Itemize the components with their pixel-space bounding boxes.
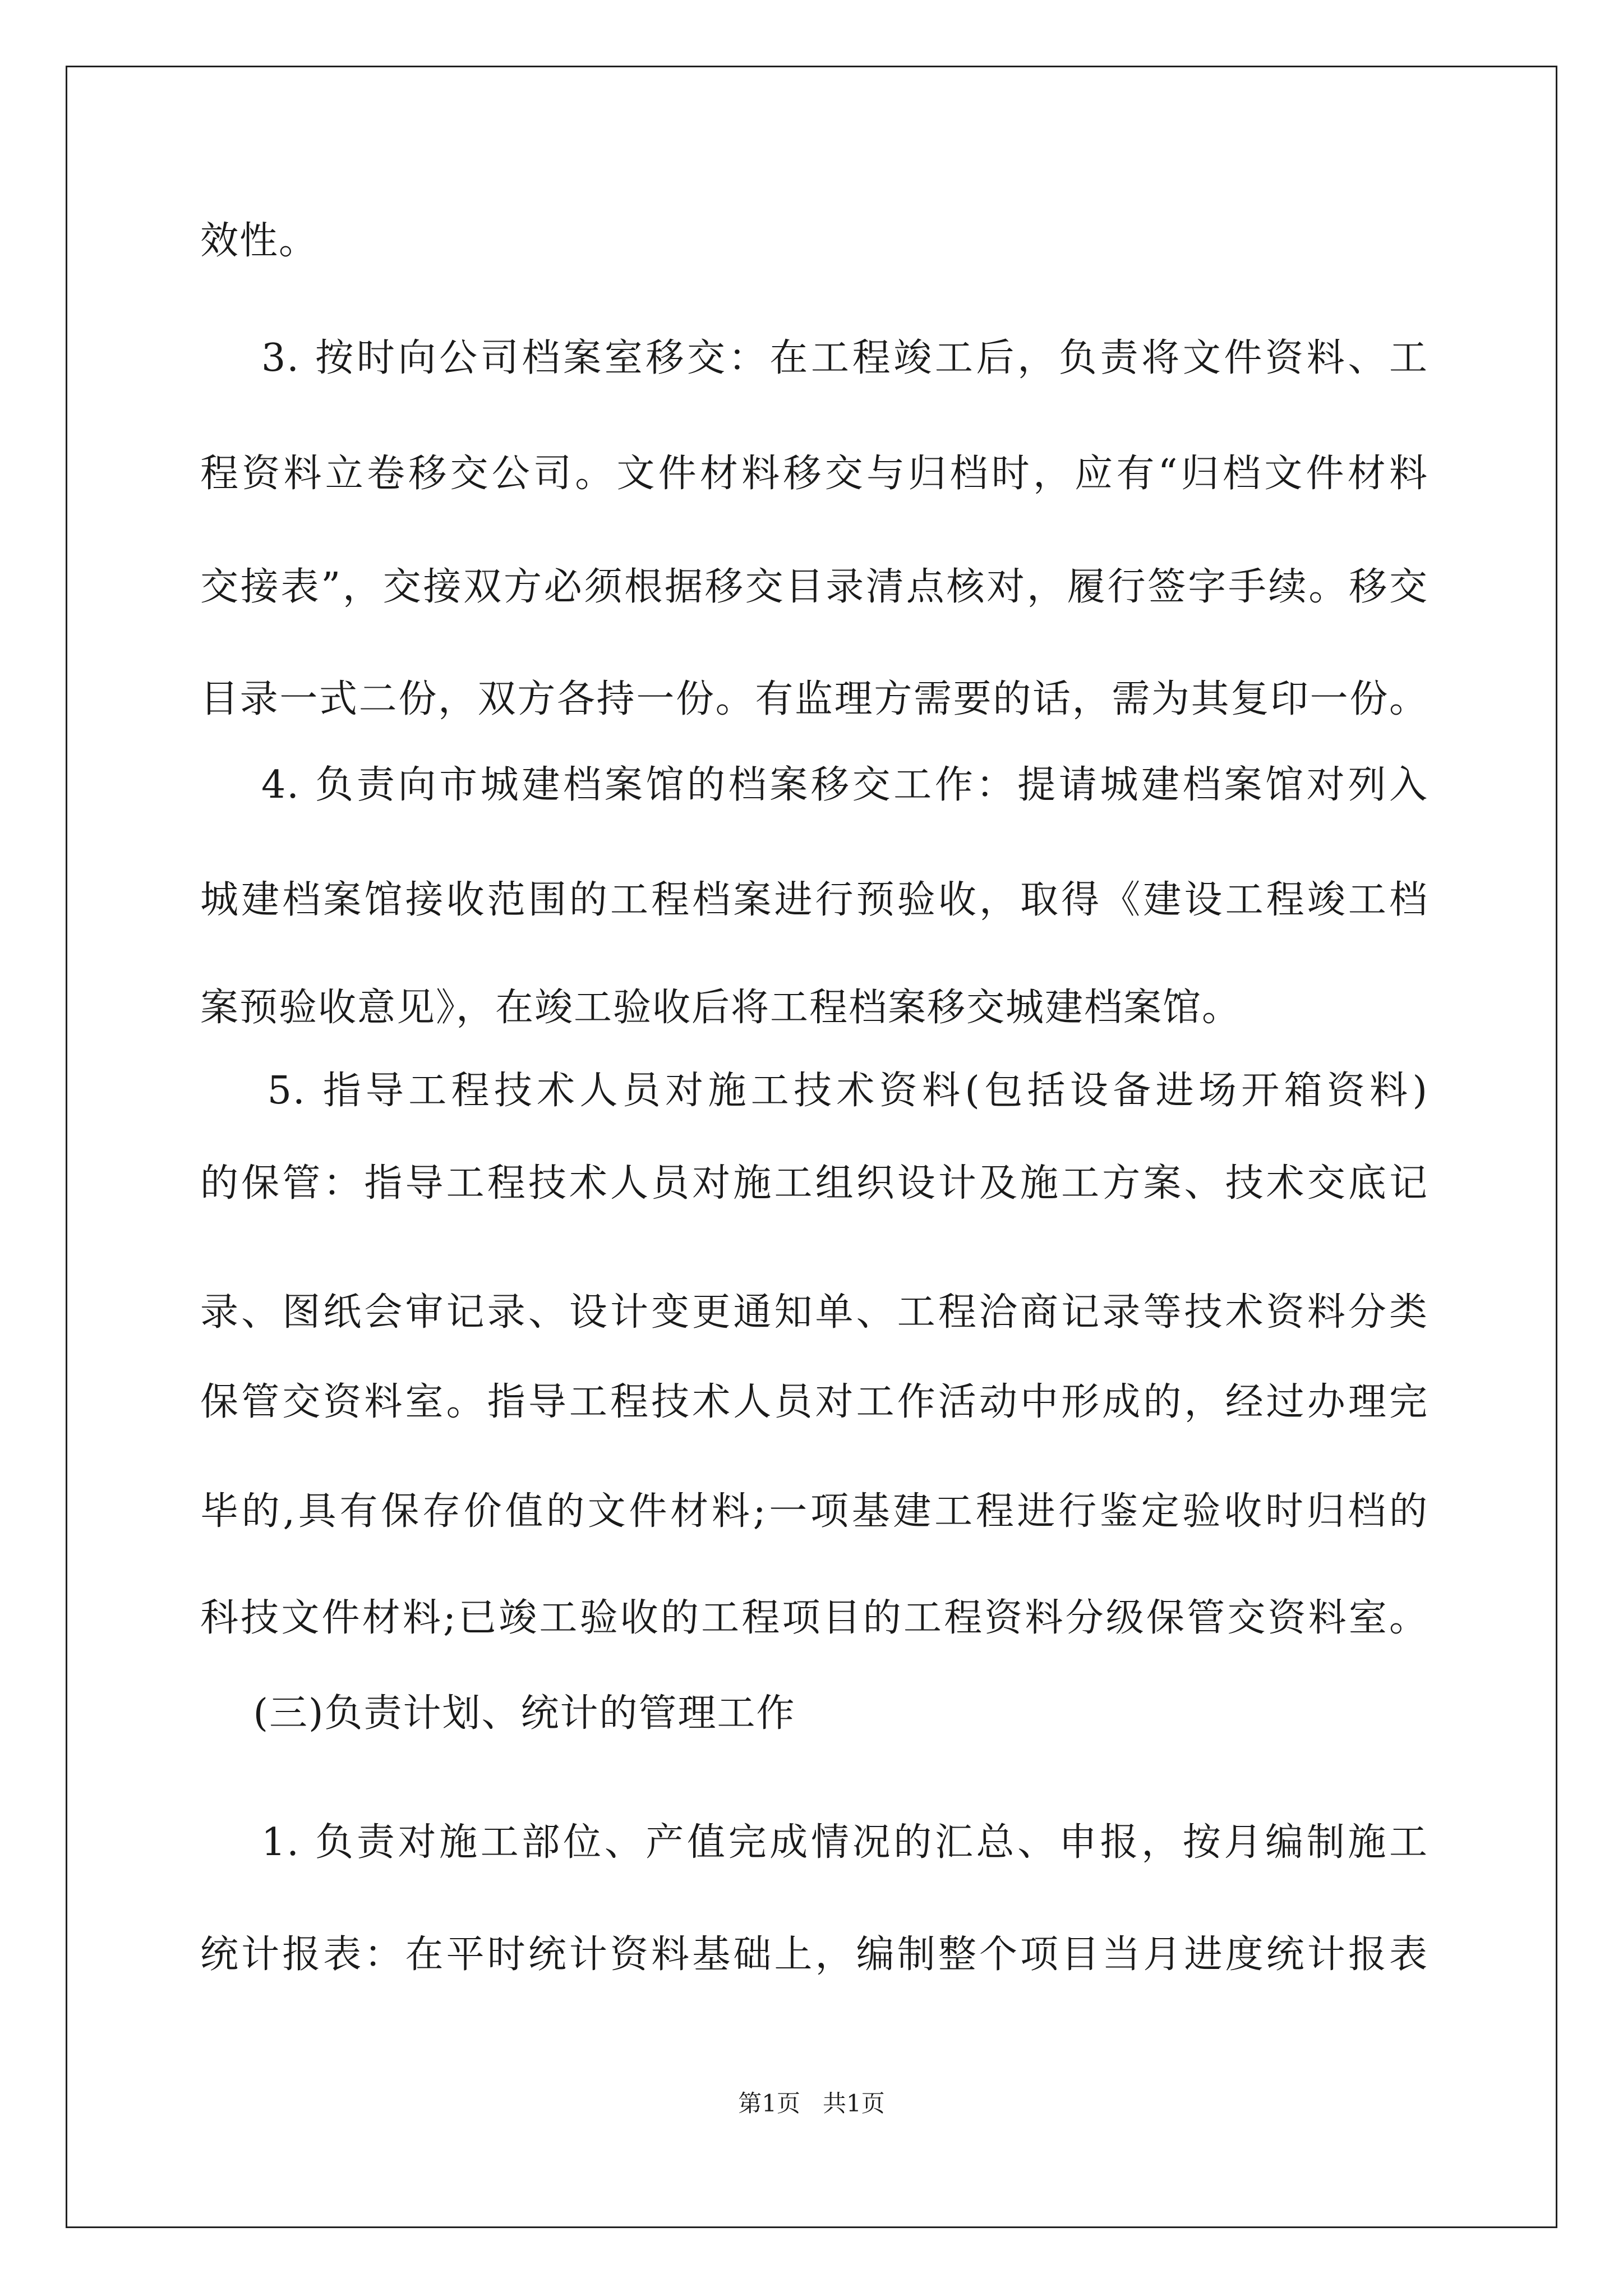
paragraph-line: 3. 按时向公司档案室移交：在工程竣工后，负责将文件资料、工: [200, 336, 1428, 380]
paragraph-line: 统计报表：在平时统计资料基础上，编制整个项目当月进度统计报表: [200, 1932, 1428, 1977]
page-border: [66, 66, 1557, 2228]
paragraph-line: 1. 负责对施工部位、产值完成情况的汇总、申报，按月编制施工: [200, 1820, 1428, 1865]
paragraph-line: 城建档案馆接收范围的工程档案进行预验收，取得《建设工程竣工档: [200, 878, 1428, 922]
paragraph-line: 毕的,具有保存价值的文件材料;一项基建工程进行鉴定验收时归档的: [200, 1489, 1428, 1534]
page-number-footer: 第1页 共1页: [738, 2090, 885, 2117]
paragraph-line: 录、图纸会审记录、设计变更通知单、工程洽商记录等技术资料分类: [200, 1290, 1428, 1335]
paragraph-line: 程资料立卷移交公司。文件材料移交与归档时，应有“归档文件材料: [200, 452, 1428, 496]
paragraph-line: 目录一式二份，双方各持一份。有监理方需要的话，需为其复印一份。: [200, 677, 1428, 721]
paragraph-line: 保管交资料室。指导工程技术人员对工作活动中形成的，经过办理完: [200, 1380, 1428, 1424]
paragraph-line: 交接表”，交接双方必须根据移交目录清点核对，履行签字手续。移交: [200, 565, 1428, 609]
section-heading: (三)负责计划、统计的管理工作: [200, 1691, 796, 1736]
paragraph-line: 案预验收意见》，在竣工验收后将工程档案移交城建档案馆。: [200, 986, 1242, 1030]
paragraph-line: 4. 负责向市城建档案馆的档案移交工作：提请城建档案馆对列入: [200, 763, 1428, 807]
paragraph-line: 5. 指导工程技术人员对施工技术资料(包括设备进场开箱资料): [200, 1069, 1428, 1113]
paragraph-line: 科技文件材料;已竣工验收的工程项目的工程资料分级保管交资料室。: [200, 1596, 1428, 1640]
paragraph-line: 的保管：指导工程技术人员对施工组织设计及施工方案、技术交底记: [200, 1161, 1428, 1205]
paragraph-line: 效性。: [200, 219, 319, 263]
